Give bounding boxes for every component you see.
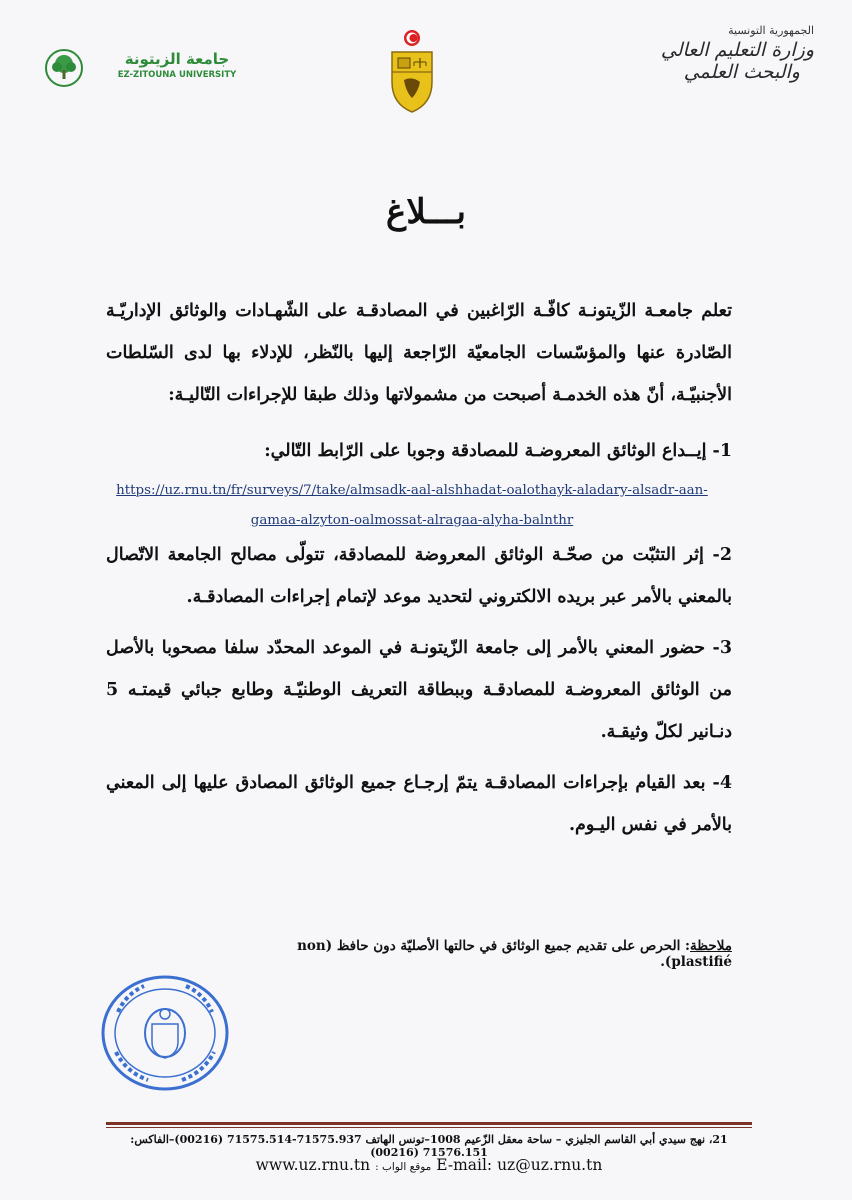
ministry-name-line2: والبحث العلمي [683,61,800,83]
survey-link[interactable] [106,476,718,536]
note [240,938,732,970]
survey-link-line1[interactable]: https://uz.rnu.tn/fr/surveys/7/take/almsadk-aal-alshhadat-oalothayk-aladary-alsadr-aan- [116,483,708,498]
procedure-step-1: 1- إيــداع الوثائق المعروضـة للمصادقة وجوبا على الرّابط التّالي: [264,441,732,461]
university-stamp-icon [96,972,234,1094]
tunisia-coat-of-arms-icon [384,28,440,116]
footer-website-label: موقع الواب : [375,1161,432,1173]
intro-paragraph: تعلم جامعـة الزّيتونـة كافّـة الرّاغبين في المصادقـة على الشّهـادات والوثائق الإداريّـة الصّادرة عنها والمؤسّسات الجامعيّة الرّاجعة إليها بالنّظر، للإدلاء بها لدى السّلطات الأجنبيّـة، أنّ هذه الخدمـة أصبحت من مشمولاتها وذلك طبقا للإجراءات التّاليـة: [106,301,732,405]
footer-email[interactable]: E-mail: uz@uz.rnu.tn [436,1156,603,1174]
survey-link-line2[interactable]: gamaa-alzyton-oalmossat-alragaa-alyha-balnthr [250,513,574,528]
footer-rule-thin [106,1127,752,1128]
footer-rule [106,1122,752,1125]
procedure-step-3: 3- حضور المعني بالأمر إلى جامعة الزّيتونـة في الموعد المحدّد سلفا مصحوبا بالأصل من الوثائق المعروضـة للمصادقـة وببطاقة التعريف الوطنيّـة وطابع جبائي قيمتـه 5 دنـانير لكلّ وثيقـة. [106,638,732,742]
footer-address: 21، نهج سيدي أبي القاسم الجليزي – ساحة معقل الزّعيم 1008–تونس الهاتف 71575.937-71575.514 (00216)–الفاكس: 71576.151 (00216) [130,1133,728,1159]
university-name-english: EZ-ZITOUNA UNIVERSITY [117,70,237,80]
ministry-name-line1: وزارة التعليم العالي [660,39,814,61]
note-text: : الحرص على تقديم جميع الوثائق في حالتها الأصليّة دون حافظ (non plastifié). [297,938,732,970]
footer-website[interactable]: www.uz.rnu.tn [255,1156,371,1174]
notice-title: بـــلاغ [386,192,466,232]
university-name-arabic: جامعة الزيتونة [124,50,230,68]
footer-contacts [106,1156,752,1174]
republic-label: الجمهورية التونسية [728,24,814,37]
university-logo [44,48,237,88]
note-label: ملاحظة [690,938,732,954]
procedure-step-2: 2- إثر التثبّت من صحّـة الوثائق المعروضة للمصادقة، تتولّى مصالح الجامعة الاتّصال بالمعني بالأمر عبر بريده الالكتروني لتحديد موعد لإتمام إجراءات المصادقـة. [106,545,732,607]
ministry-heading [594,24,814,83]
procedure-step-4: 4- بعد القيام بإجراءات المصادقـة يتمّ إرجـاع جميع الوثائق المصادق عليها إلى المعني بالأمر في نفس اليـوم. [106,773,732,835]
olive-tree-icon [44,48,84,88]
